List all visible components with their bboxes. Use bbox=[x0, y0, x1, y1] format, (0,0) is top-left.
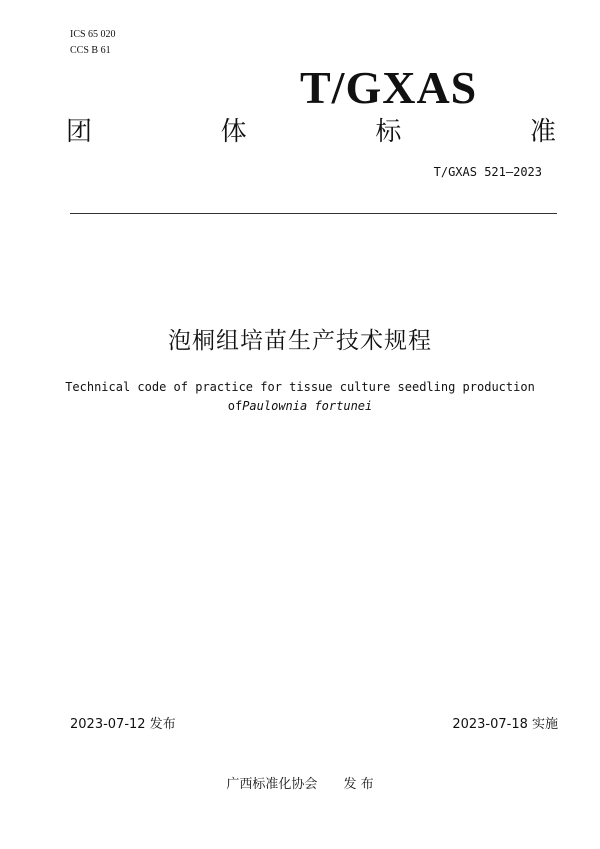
header-divider bbox=[70, 213, 557, 214]
english-title-line-2 bbox=[0, 397, 600, 416]
document-title-english bbox=[0, 378, 600, 416]
english-title-prefix: of bbox=[227, 399, 243, 413]
document-title-chinese: 泡桐组培苗生产技术规程 bbox=[168, 328, 432, 354]
publish-date: 2023-07-12 发布 bbox=[70, 717, 176, 732]
species-name: Paulownia fortunei bbox=[242, 399, 373, 413]
standard-type-char: 标 bbox=[375, 117, 402, 147]
standard-type-char: 体 bbox=[220, 117, 247, 147]
ccs-code: CCS B 61 bbox=[70, 45, 111, 56]
publisher bbox=[0, 776, 600, 794]
ics-code: ICS 65 020 bbox=[70, 29, 116, 40]
standard-type bbox=[66, 116, 556, 148]
publisher-action: 发 布 bbox=[343, 777, 374, 792]
implement-date: 2023-07-18 实施 bbox=[452, 717, 558, 732]
publisher-name: 广西标准化协会 bbox=[226, 777, 318, 792]
standard-type-char: 准 bbox=[529, 117, 556, 147]
english-title-line-1: Technical code of practice for tissue culture seedling production bbox=[65, 380, 535, 394]
standard-type-char: 团 bbox=[66, 117, 93, 147]
standard-number: T/GXAS 521—2023 bbox=[433, 165, 542, 179]
standard-brand: T/GXAS bbox=[300, 62, 478, 113]
